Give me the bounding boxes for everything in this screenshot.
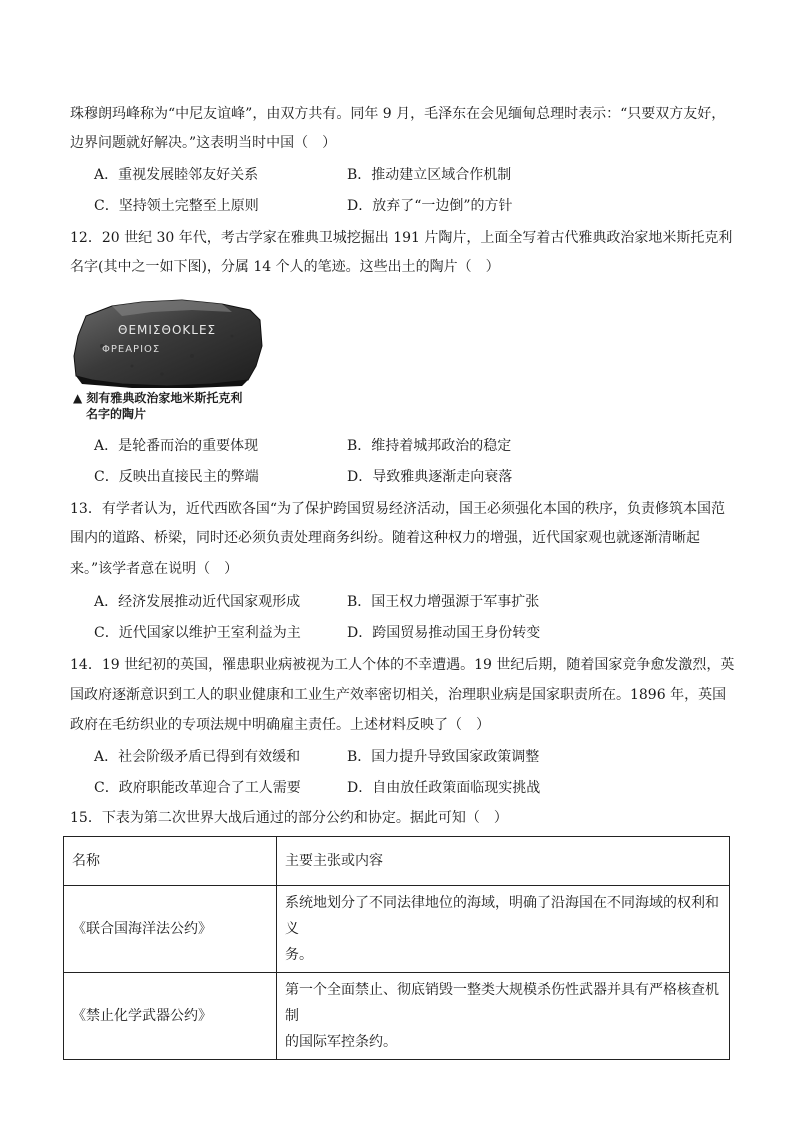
q14-option-b[interactable]: B．国力提升导致国家政策调整 bbox=[347, 749, 540, 765]
shard-inscription-line1: ΘEMIΣΘOKLEΣ bbox=[118, 323, 217, 337]
q12-option-d[interactable]: D．导致雅典逐渐走向衰落 bbox=[347, 469, 513, 485]
table-header-name: 名称 bbox=[64, 837, 277, 886]
q12-stem-line1: 12．20 世纪 30 年代，考古学家在雅典卫城挖掘出 191 片陶片，上面全写着古代雅典政治家地米斯托克利 bbox=[70, 230, 733, 246]
table-row bbox=[64, 973, 730, 1060]
shard-caption-line1: ▲ 刻有雅典政治家地米斯托克利 bbox=[73, 391, 243, 405]
q11-option-a[interactable]: A．重视发展睦邻友好关系 bbox=[94, 167, 259, 183]
table-cell-name: 《禁止化学武器公约》 bbox=[64, 973, 277, 1060]
table-cell-content-line2: 务。 bbox=[285, 947, 313, 963]
q14-option-c[interactable]: C．政府职能改革迎合了工人需要 bbox=[94, 780, 301, 796]
ostracon-shard-image bbox=[72, 296, 267, 388]
table-header-content: 主要主张或内容 bbox=[277, 837, 730, 886]
q14-option-d[interactable]: D．自由放任政策面临现实挑战 bbox=[347, 780, 541, 796]
table-cell-name: 《联合国海洋法公约》 bbox=[64, 886, 277, 973]
q14-stem-line3: 政府在毛纺织业的专项法规中明确雇主责任。上述材料反映了（ ） bbox=[70, 717, 490, 733]
table-row bbox=[64, 886, 730, 973]
table-cell-content-line2: 的国际军控条约。 bbox=[285, 1034, 397, 1050]
q12-option-a[interactable]: A．是轮番而治的重要体现 bbox=[94, 438, 259, 454]
q11-option-b[interactable]: B．推动建立区域合作机制 bbox=[347, 167, 512, 183]
q13-stem-line1: 13．有学者认为，近代西欧各国“为了保护跨国贸易经济活动，国王必须强化本国的秩序，负责修筑本国范 bbox=[70, 501, 725, 517]
q13-stem-line3: 来。”该学者意在说明（ ） bbox=[70, 561, 239, 577]
q11-option-d[interactable]: D．放弃了“一边倒”的方针 bbox=[347, 198, 513, 214]
shard-inscription-line2: ΦPEAPIOΣ bbox=[102, 344, 161, 355]
q14-option-a[interactable]: A．社会阶级矛盾已得到有效缓和 bbox=[94, 749, 301, 765]
q12-stem-line2: 名字(其中之一如下图)，分属 14 个人的笔迹。这些出土的陶片（ ） bbox=[70, 259, 500, 275]
table-cell-content bbox=[277, 973, 730, 1060]
shard-caption-line2: 名字的陶片 bbox=[86, 407, 147, 421]
q15-table bbox=[63, 836, 730, 1060]
q12-option-c[interactable]: C．反映出直接民主的弊端 bbox=[94, 469, 259, 485]
table-cell-content bbox=[277, 886, 730, 973]
shard-body bbox=[74, 300, 262, 386]
q14-stem-line2: 国政府逐渐意识到工人的职业健康和工业生产效率密切相关，治理职业病是国家职责所在。1896 年，英国 bbox=[70, 687, 727, 703]
q13-option-b[interactable]: B．国王权力增强源于军事扩张 bbox=[347, 594, 540, 610]
q13-option-a[interactable]: A．经济发展推动近代国家观形成 bbox=[94, 594, 301, 610]
q13-option-c[interactable]: C．近代国家以维护王室利益为主 bbox=[94, 625, 301, 641]
q13-option-d[interactable]: D．跨国贸易推动国王身份转变 bbox=[347, 625, 541, 641]
table-cell-content-line1: 系统地划分了不同法律地位的海域，明确了沿海国在不同海域的权利和义 bbox=[285, 895, 719, 937]
q15-stem: 15．下表为第二次世界大战后通过的部分公约和协定。据此可知（ ） bbox=[70, 810, 508, 826]
table-header-row bbox=[64, 837, 730, 886]
shard-caption bbox=[73, 390, 242, 422]
table-cell-content-line1: 第一个全面禁止、彻底销毁一整类大规模杀伤性武器并具有严格核查机制 bbox=[285, 982, 719, 1024]
q11-stem-line2: 边界问题就好解决。”这表明当时中国（ ） bbox=[70, 135, 337, 151]
q12-option-b[interactable]: B．维持着城邦政治的稳定 bbox=[347, 438, 512, 454]
q11-stem-line1: 珠穆朗玛峰称为“中尼友谊峰”，由双方共有。同年 9 月，毛泽东在会见缅甸总理时表示：“只要双方友好， bbox=[70, 106, 726, 122]
q11-option-c[interactable]: C．坚持领土完整至上原则 bbox=[94, 198, 259, 214]
q14-stem-line1: 14．19 世纪初的英国，罹患职业病被视为工人个体的不幸遭遇。19 世纪后期，随着国家竞争愈发激烈，英 bbox=[70, 657, 735, 673]
q13-stem-line2: 围内的道路、桥梁，同时还必须负责处理商务纠纷。随着这种权力的增强，近代国家观也就逐渐清晰起 bbox=[70, 530, 700, 546]
